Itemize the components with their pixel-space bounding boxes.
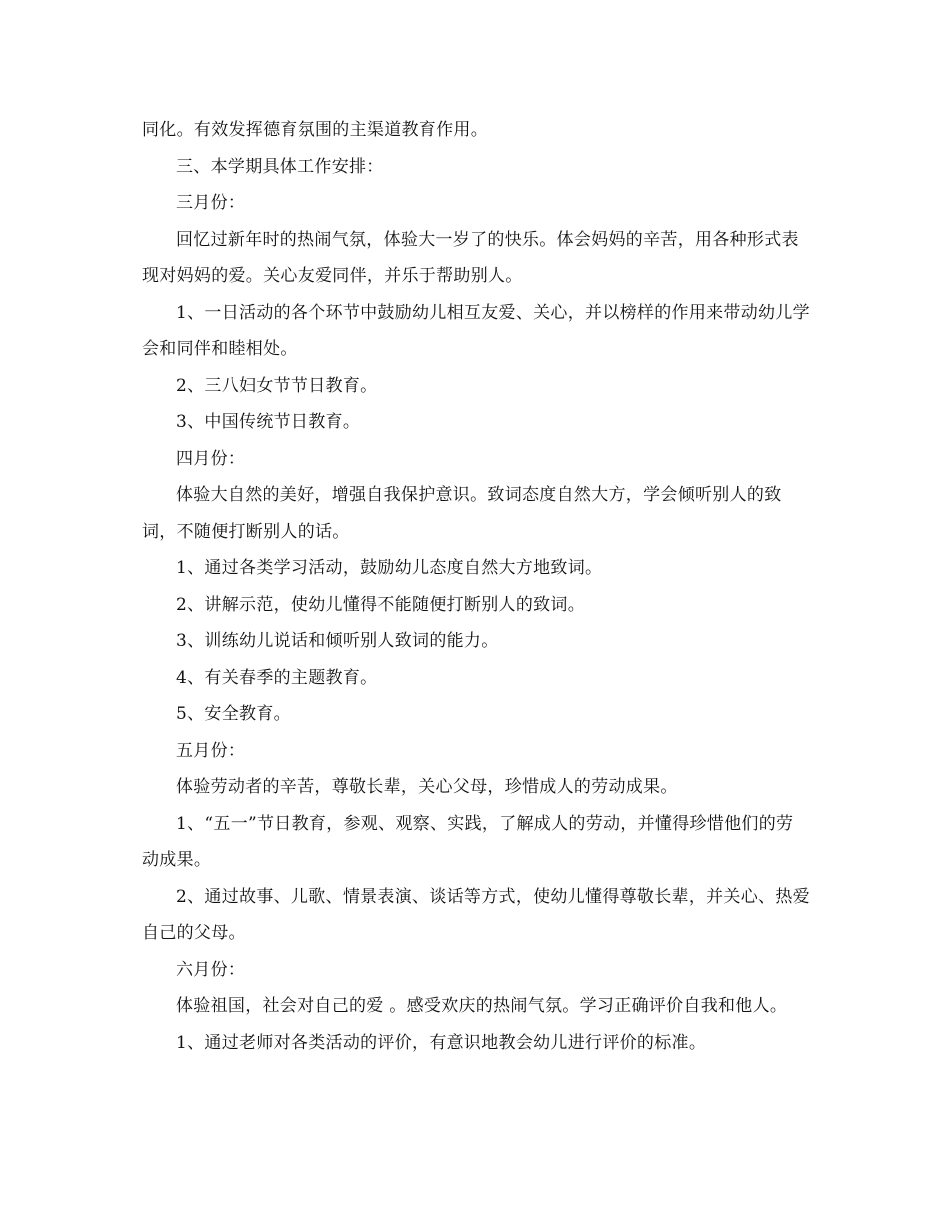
list-item: 1、“五一”节日教育，参观、观察、实践，了解成人的劳动，并懂得珍惜他们的劳动成果。 [142,813,794,870]
list-item: 2、讲解示范，使幼儿懂得不能随便打断别人的致词。 [176,594,586,615]
paragraph: 体验劳动者的辛苦，尊敬长辈，关心父母，珍惜成人的劳动成果。 [176,777,678,797]
list-item: 2、通过故事、儿歌、情景表演、谈话等方式，使幼儿懂得尊敬长辈，并关心、热爱自己的父母。 [142,886,810,943]
month-heading: 三月份： [176,193,246,213]
list-item: 5、安全教育。 [176,704,291,724]
list-item: 1、通过各类学习活动，鼓励幼儿态度自然大方地致词。 [176,558,603,578]
month-heading: 四月份： [176,448,246,469]
month-heading: 五月份： [176,740,246,761]
paragraph: 体验大自然的美好，增强自我保护意识。致词态度自然大方，学会倾听别人的致词，不随便打断别人的话。 [142,485,782,542]
paragraph: 回忆过新年时的热闹气氛，体验大一岁了的快乐。体会妈妈的辛苦，用各种形式表现对妈妈的爱。关心友爱同伴，并乐于帮助别人。 [142,229,799,286]
list-item: 3、训练幼儿说话和倾听别人致词的能力。 [176,631,499,651]
list-item: 2、三八妇女节节日教育。 [176,375,378,396]
list-item: 1、通过老师对各类活动的评价，有意识地教会幼儿进行评价的标准。 [176,1032,707,1053]
paragraph-continuation: 同化。有效发挥德育氛围的主渠道教育作用。 [142,120,488,140]
month-heading: 六月份： [176,959,246,980]
list-item: 4、有关春季的主题教育。 [176,667,378,688]
section-heading: 三、本学期具体工作安排： [176,156,384,177]
list-item: 3、中国传统节日教育。 [176,412,361,432]
document-body [142,112,810,1061]
list-item: 1、一日活动的各个环节中鼓励幼儿相互友爱、关心，并以榜样的作用来带动幼儿学会和同伴和睦相处。 [142,302,810,359]
paragraph: 体验祖国，社会对自己的爱 。感受欢庆的热闹气氛。学习正确评价自我和他人。 [176,996,788,1016]
